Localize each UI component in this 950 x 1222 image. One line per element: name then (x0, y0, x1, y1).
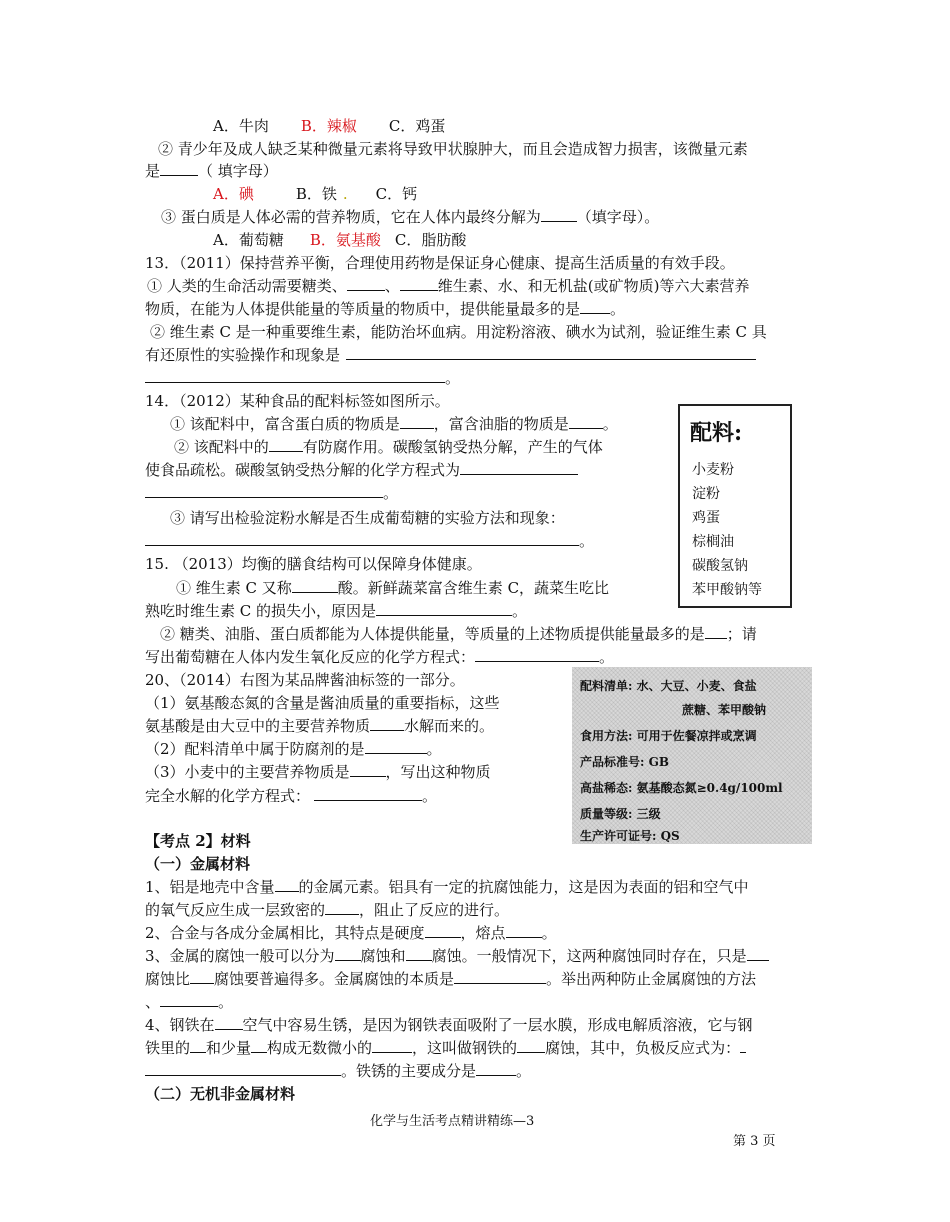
answer-blank[interactable] (346, 344, 756, 360)
q15-line2: 熟吃时维生素 C 的损失小，原因是 。 (145, 602, 528, 620)
q13-line4: 有还原性的实验操作和现象是 (145, 344, 756, 366)
q13-line3: ② 维生素 C 是一种重要维生素，能防治坏血病。用淀粉溶液、碘水为试剂，验证维生素 C 具 (150, 323, 767, 341)
answer-blank[interactable] (314, 785, 422, 801)
q20-title: 20、（2014）右图为某品牌酱油标签的一部分。 (145, 671, 465, 689)
answer-blank[interactable] (269, 436, 303, 452)
answer-blank[interactable] (740, 1037, 746, 1053)
answer-blank[interactable] (325, 899, 359, 915)
answer-blank[interactable] (376, 600, 512, 616)
label-line: 高盐稀态: 氨基酸态氮≥0.4g/100ml (580, 781, 783, 795)
k2-item4-line2: 铁里的 和少量 构成无数微小的 ，这叫做钢铁的 腐蚀，其中，负极反应式为： (145, 1037, 746, 1059)
ingredient-label-image (678, 404, 792, 608)
answer-blank[interactable] (347, 275, 385, 291)
q14-line5: ③ 请写出检验淀粉水解是否生成葡萄糖的实验方法和现象： (170, 509, 565, 527)
q14-line2: ② 该配料中的 有防腐作用。碳酸氢钠受热分解，产生的气体 (174, 438, 603, 456)
q15-line1: ① 维生素 C 又称 酸。新鲜蔬菜富含维生素 C，蔬菜生吃比 (176, 579, 610, 597)
answer-blank[interactable] (365, 738, 427, 754)
q12-part3: ③ 蛋白质是人体必需的营养物质，它在人体内最终分解为 （填字母）。 (161, 208, 660, 226)
k2-item4-line1: 4、钢铁在 空气中容易生锈，是因为钢铁表面吸附了一层水膜，形成电解质溶液，它与钢 (145, 1016, 753, 1034)
q14-line6: 。 (145, 530, 594, 552)
q12-part2-line1: ② 青少年及成人缺乏某种微量元素将导致甲状腺肿大，而且会造成智力损害，该微量元素 (158, 140, 748, 158)
answer-blank[interactable] (400, 275, 438, 291)
answer-blank[interactable] (335, 945, 361, 961)
ingredient-item: 碳酸氢钠 (692, 558, 748, 574)
q13-title: 13．（2011）保持营养平衡，合理使用药物是保证身心健康、提高生活质量的有效手段。 (145, 254, 735, 272)
ingredient-item: 苯甲酸钠等 (692, 582, 762, 598)
answer-blank[interactable] (475, 646, 599, 662)
answer-blank[interactable] (506, 922, 542, 938)
ingredient-item: 鸡蛋 (692, 510, 720, 526)
ingredient-item: 棕榈油 (692, 534, 734, 550)
k2-item3-line2: 腐蚀比 腐蚀要普遍得多。金属腐蚀的本质是 。举出两种防止金属腐蚀的方法 (145, 970, 757, 988)
answer-blank[interactable] (275, 876, 299, 892)
answer-blank[interactable] (145, 367, 445, 383)
ingredient-item: 淀粉 (692, 486, 720, 502)
q14-line1: ① 该配料中，富含蛋白质的物质是 ，富含油脂的物质是 。 (170, 415, 618, 433)
q12-options-1: A．牛肉 B．辣椒 C．鸡蛋 (213, 117, 446, 135)
answer-blank[interactable] (251, 1037, 267, 1053)
answer-blank[interactable] (145, 482, 383, 498)
q13-line1: ① 人类的生命活动需要糖类、 、 维生素、水、和无机盐(或矿物质)等六大素营养 (147, 277, 750, 295)
answer-blank[interactable] (541, 206, 577, 222)
answer-blank[interactable] (460, 459, 578, 475)
k2-item3-line1: 3、金属的腐蚀一般可以分为 腐蚀和 腐蚀。一般情况下，这两种腐蚀同时存在，只是 (145, 945, 769, 967)
q20-line4: （3）小麦中的主要营养物质是 ，写出这种物质 (145, 763, 491, 781)
q20-line1: （1）氨基酸态氮的含量是酱油质量的重要指标，这些 (145, 694, 500, 712)
answer-blank[interactable] (190, 968, 214, 984)
q20-line3: （2）配料清单中属于防腐剂的是 。 (145, 740, 442, 758)
answer-blank[interactable] (292, 577, 338, 593)
ingredient-item: 小麦粉 (692, 462, 734, 478)
q15-title: 15. （2013）均衡的膳食结构可以保障身体健康。 (145, 555, 482, 573)
answer-blank[interactable] (476, 1060, 516, 1076)
answer-blank[interactable] (705, 623, 727, 639)
q15-line4: 写出葡萄糖在人体内发生氧化反应的化学方程式： 。 (145, 648, 615, 666)
q13-line5: 。 (145, 367, 460, 389)
soy-sauce-label-image (572, 667, 812, 844)
k2-item1-line1: 1、铝是地壳中含量 的金属元素。铝具有一定的抗腐蚀能力，这是因为表面的铝和空气中 (145, 878, 749, 896)
answer-blank[interactable] (747, 945, 769, 961)
answer-blank[interactable] (215, 1014, 243, 1030)
q12-part2-line2: 是 （ 填字母） (145, 162, 278, 180)
answer-blank[interactable] (580, 298, 610, 314)
label-line: 生产许可证号: QS (580, 829, 680, 843)
q20-line2: 氨基酸是由大豆中的主要营养物质 水解而来的。 (145, 717, 495, 735)
q20-line5: 完全水解的化学方程式： 。 (145, 787, 438, 805)
section-heading: 【考点 2】材料 (145, 832, 251, 850)
q12-options-2: A．碘 B．铁 . C．钙 (213, 185, 418, 203)
label-line: 蔗糖、苯甲酸钠 (682, 703, 767, 717)
label-line: 食用方法: 可用于佐餐凉拌或烹调 (580, 729, 757, 743)
q12-options-3: A．葡萄糖 B．氨基酸 C．脂肪酸 (213, 231, 467, 249)
answer-blank[interactable] (454, 968, 546, 984)
answer-blank[interactable] (190, 1037, 206, 1053)
answer-blank[interactable] (517, 1037, 545, 1053)
subsection-heading: （二）无机非金属材料 (145, 1085, 296, 1103)
ingredient-label-title: 配料: (690, 420, 743, 446)
q13-line2: 物质，在能为人体提供能量的等质量的物质中，提供能量最多的是 。 (145, 300, 626, 318)
q14-title: 14．（2012）某种食品的配料标签如图所示。 (145, 392, 450, 410)
label-line: 质量等级: 三级 (580, 807, 661, 821)
k2-item4-line3: 。铁锈的主要成分是 。 (145, 1060, 531, 1082)
page-number: 第 3 页 (733, 1134, 776, 1149)
answer-blank[interactable] (406, 945, 432, 961)
answer-blank[interactable] (160, 160, 198, 176)
answer-blank[interactable] (145, 530, 579, 546)
label-line: 配料清单: 水、大豆、小麦、食盐 (580, 679, 757, 693)
answer-blank[interactable] (569, 413, 603, 429)
answer-blank[interactable] (160, 991, 218, 1007)
label-line: 产品标准号: GB (580, 755, 669, 769)
q14-line3: 使食品疏松。碳酸氢钠受热分解的化学方程式为 (145, 459, 578, 481)
q15-line3: ② 糖类、油脂、蛋白质都能为人体提供能量，等质量的上述物质提供能量最多的是 ；请 (160, 625, 757, 643)
subsection-heading: （一）金属材料 (145, 855, 251, 873)
answer-blank[interactable] (372, 1037, 412, 1053)
answer-blank[interactable] (425, 922, 461, 938)
k2-item3-line3: 、 。 (145, 993, 234, 1011)
k2-item1-line2: 的氧气反应生成一层致密的 ，阻止了反应的进行。 (145, 901, 510, 919)
k2-item2: 2、合金与各成分金属相比，其特点是硬度 ，熔点 。 (145, 924, 557, 942)
footer-title: 化学与生活考点精讲精练—3 (370, 1114, 535, 1129)
answer-blank[interactable] (350, 761, 386, 777)
answer-blank[interactable] (370, 715, 404, 731)
answer-blank[interactable] (400, 413, 434, 429)
q14-line4: 。 (145, 482, 398, 504)
answer-blank[interactable] (145, 1060, 341, 1076)
